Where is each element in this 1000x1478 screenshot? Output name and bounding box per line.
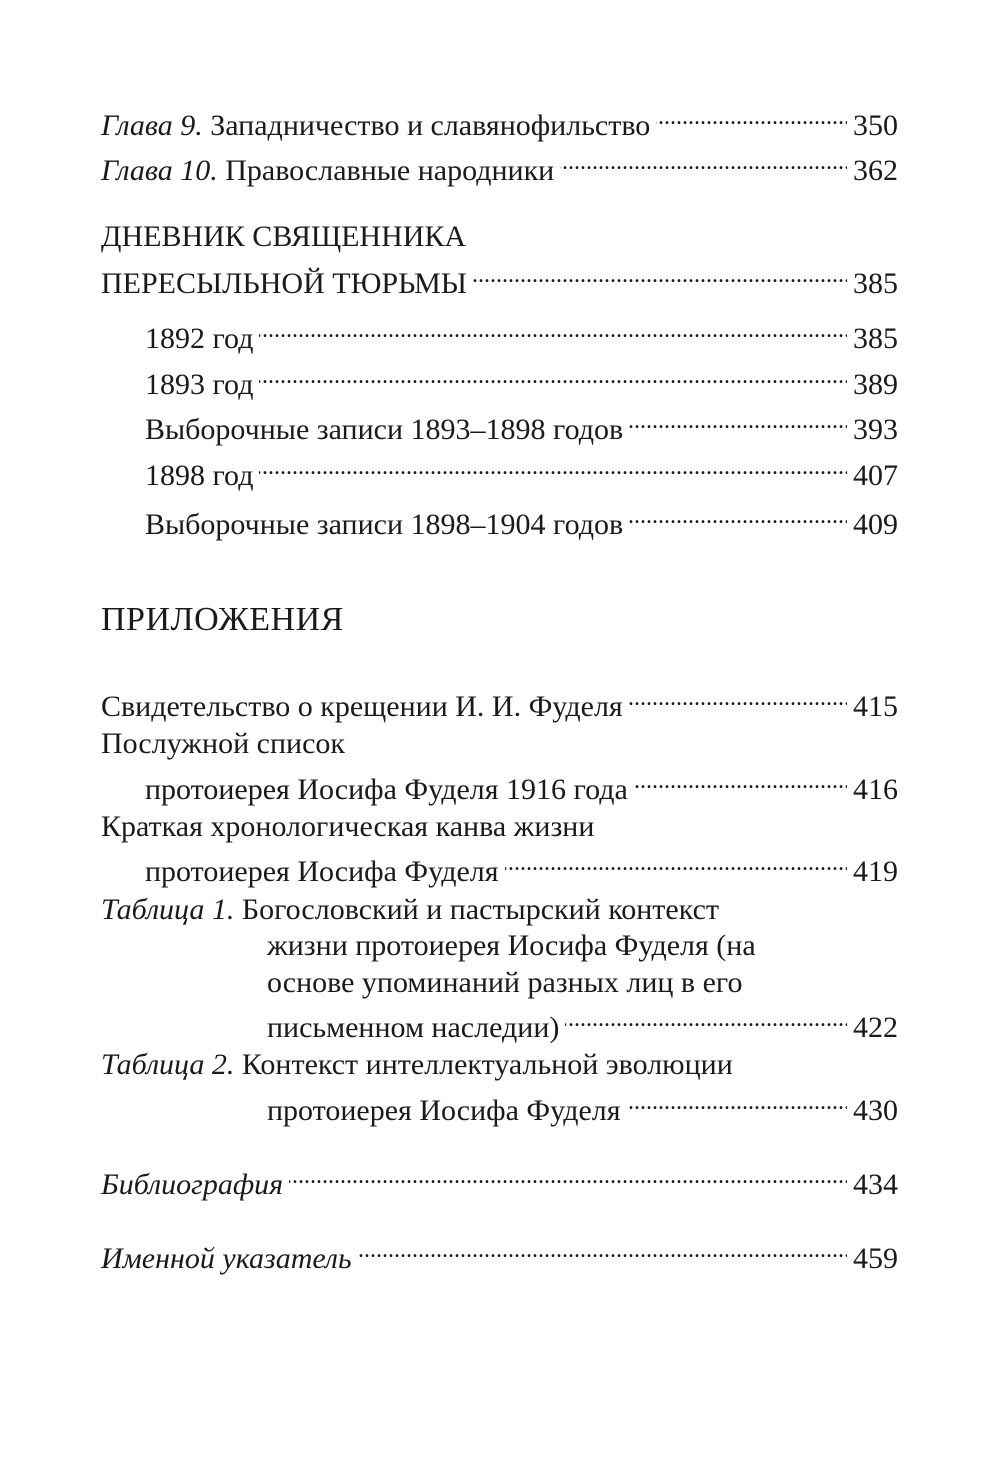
table2-label: Таблица 2. — [101, 1048, 235, 1081]
dot-leader — [358, 1232, 847, 1268]
page-number: 362 — [853, 154, 898, 187]
dot-leader — [627, 1084, 847, 1120]
page-number: 419 — [853, 855, 898, 888]
page-number: 385 — [853, 322, 898, 355]
dot-leader — [505, 845, 847, 881]
table1-label: Таблица 1. — [101, 893, 235, 926]
dot-leader — [629, 680, 847, 716]
toc-entry-table1[interactable] — [267, 1001, 898, 1044]
dot-leader — [565, 1001, 847, 1037]
chapter-label: Глава 9. Западничество и славянофильство — [101, 109, 651, 142]
dot-leader — [656, 99, 847, 135]
page-number: 409 — [853, 508, 898, 541]
page-number: 434 — [853, 1168, 898, 1201]
toc-entry-diary-1893[interactable] — [145, 358, 898, 401]
page-number: 430 — [853, 1094, 898, 1127]
entry-title: 1898 год — [145, 459, 254, 492]
toc-entry-diary-1893-1898[interactable] — [145, 403, 898, 446]
toc-entry-diary-1892[interactable] — [145, 312, 898, 355]
toc-entry-diary-1898-1904[interactable] — [145, 498, 898, 541]
diary-title-line2: ПЕРЕСЫЛЬНОЙ ТЮРЬМЫ — [101, 267, 467, 300]
dot-leader — [259, 449, 847, 485]
entry-title: письменном наследии) — [267, 1011, 560, 1044]
toc-entry-diary[interactable] — [101, 257, 898, 300]
page-number: 350 — [853, 109, 898, 142]
toc-entry-chapter-9[interactable] — [101, 99, 898, 142]
page-number: 389 — [853, 368, 898, 401]
toc-entry-chapter-10[interactable] — [101, 144, 898, 187]
entry-title: протоиерея Иосифа Фуделя 1916 года — [145, 773, 628, 806]
entry-title: протоиерея Иосифа Фуделя — [145, 855, 499, 888]
entry-title: Выборочные записи 1898–1904 годов — [145, 508, 624, 541]
table2-line1: Таблица 2. Контекст интеллектуальной эволюции — [101, 1048, 733, 1081]
toc-entry-service-record[interactable] — [145, 763, 898, 806]
dot-leader — [259, 358, 847, 394]
toc-entry-bibliography[interactable] — [101, 1158, 898, 1201]
dot-leader — [473, 257, 847, 293]
toc-entry-chronology[interactable] — [145, 845, 898, 888]
page-number: 422 — [853, 1011, 898, 1044]
entry-title: Именной указатель — [101, 1242, 352, 1275]
dot-leader — [259, 312, 847, 348]
entry-title: 1893 год — [145, 368, 254, 401]
toc-entry-table2[interactable] — [267, 1084, 898, 1127]
service-record-line1: Послужной список — [101, 727, 345, 760]
page-number: 393 — [853, 413, 898, 446]
dot-leader — [629, 403, 847, 439]
toc-entry-baptism[interactable] — [101, 680, 898, 723]
dot-leader — [289, 1158, 847, 1194]
page-number: 416 — [853, 773, 898, 806]
entry-title: Выборочные записи 1893–1898 годов — [145, 413, 624, 446]
table1-line2: жизни протоиерея Иосифа Фуделя (на — [267, 929, 756, 962]
entry-title: Свидетельство о крещении И. И. Фуделя — [101, 690, 623, 723]
entry-title: 1892 год — [145, 322, 254, 355]
table1-line3: основе упоминаний разных лиц в его — [267, 966, 743, 999]
diary-title-line1: ДНЕВНИК СВЯЩЕННИКА — [101, 220, 467, 253]
entry-title: протоиерея Иосифа Фуделя — [267, 1094, 621, 1127]
toc-entry-diary-1898[interactable] — [145, 449, 898, 492]
page-number: 459 — [853, 1242, 898, 1275]
table1-line1: Таблица 1. Богословский и пастырский контекст — [101, 893, 719, 926]
page-number: 407 — [853, 459, 898, 492]
toc-entry-name-index[interactable] — [101, 1232, 898, 1275]
chronology-line1: Краткая хронологическая канва жизни — [101, 810, 595, 843]
entry-title: Библиография — [101, 1168, 284, 1201]
appendices-heading: ПРИЛОЖЕНИЯ — [101, 601, 344, 638]
dot-leader — [634, 763, 847, 799]
dot-leader — [560, 144, 847, 180]
dot-leader — [629, 498, 847, 534]
page-number: 385 — [853, 267, 898, 300]
page-number: 415 — [853, 690, 898, 723]
chapter-label: Глава 10. Православные народники — [101, 154, 555, 187]
